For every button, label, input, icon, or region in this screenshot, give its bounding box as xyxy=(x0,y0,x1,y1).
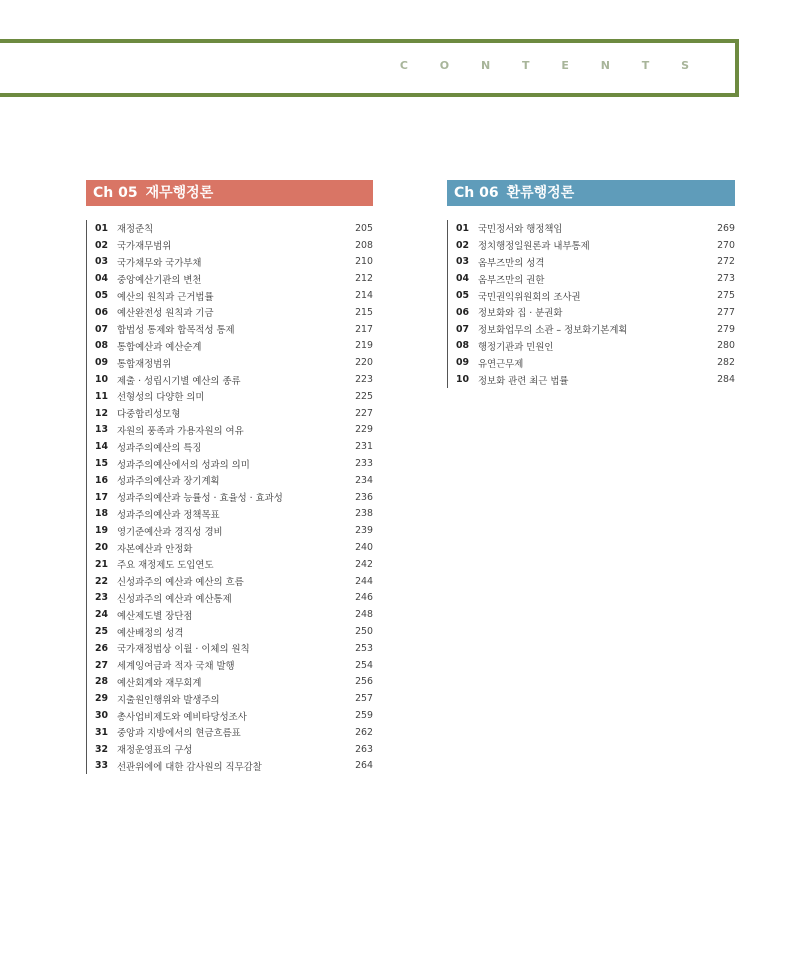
toc-item[interactable] xyxy=(87,338,373,355)
toc-item[interactable] xyxy=(87,254,373,271)
chapter-number: Ch 05 xyxy=(93,185,138,201)
toc-item-num: 07 xyxy=(95,323,109,335)
toc-item-page: 264 xyxy=(355,760,373,772)
toc-item[interactable] xyxy=(87,270,373,287)
toc-list xyxy=(86,220,373,774)
toc-item[interactable] xyxy=(448,304,735,321)
toc-item-title: 성과주의예산과 정책목표 xyxy=(117,509,220,521)
toc-item-page: 217 xyxy=(355,323,373,335)
toc-item[interactable] xyxy=(87,539,373,556)
toc-item-page: 212 xyxy=(355,273,373,285)
toc-item-title: 예산완전성 원칙과 기금 xyxy=(117,308,214,320)
toc-item-page: 246 xyxy=(355,592,373,604)
chapter-title: 환류행정론 xyxy=(506,185,575,201)
toc-item-page: 214 xyxy=(355,290,373,302)
toc-item-num: 06 xyxy=(456,306,470,318)
chapter-section-06 xyxy=(447,180,735,388)
toc-item-num: 27 xyxy=(95,659,109,671)
toc-item-title: 자원의 풍족과 가용자원의 여유 xyxy=(117,425,244,437)
toc-item[interactable] xyxy=(448,270,735,287)
chapter-section-05 xyxy=(86,180,373,774)
toc-item-title: 지출원인행위와 발생주의 xyxy=(117,694,220,706)
toc-item-num: 02 xyxy=(95,239,109,251)
toc-item[interactable] xyxy=(87,590,373,607)
toc-item-title: 총사업비제도와 예비타당성조사 xyxy=(117,711,247,723)
toc-list xyxy=(447,220,735,388)
toc-item-title: 신성과주의 예산과 예산통제 xyxy=(117,593,232,605)
toc-item-num: 32 xyxy=(95,743,109,755)
toc-item-page: 272 xyxy=(717,256,735,268)
toc-item[interactable] xyxy=(448,237,735,254)
toc-item[interactable] xyxy=(87,573,373,590)
toc-item-num: 05 xyxy=(95,290,109,302)
toc-item-page: 256 xyxy=(355,676,373,688)
toc-item-title: 제출 · 성립시기별 예산의 종류 xyxy=(117,375,241,387)
toc-item-page: 205 xyxy=(355,222,373,234)
toc-item-num: 10 xyxy=(95,374,109,386)
toc-item-num: 09 xyxy=(95,357,109,369)
toc-item-page: 280 xyxy=(717,340,735,352)
contents-header-box xyxy=(0,39,739,97)
toc-item[interactable] xyxy=(87,388,373,405)
toc-item-page: 244 xyxy=(355,575,373,587)
toc-item-page: 279 xyxy=(717,323,735,335)
toc-item-num: 18 xyxy=(95,508,109,520)
toc-item[interactable] xyxy=(87,640,373,657)
toc-item-num: 19 xyxy=(95,525,109,537)
toc-item-page: 227 xyxy=(355,407,373,419)
toc-item[interactable] xyxy=(87,741,373,758)
toc-item-num: 08 xyxy=(95,340,109,352)
toc-item[interactable] xyxy=(87,758,373,775)
toc-item-page: 239 xyxy=(355,525,373,537)
toc-item-title: 국가채무와 국가부채 xyxy=(117,257,202,269)
toc-item-title: 통합재정범위 xyxy=(117,358,172,370)
toc-item[interactable] xyxy=(448,354,735,371)
toc-item-page: 229 xyxy=(355,424,373,436)
toc-item-title: 정보화와 집 · 분권화 xyxy=(478,308,563,320)
toc-item-title: 옴부즈만의 성격 xyxy=(478,257,545,269)
toc-item-page: 263 xyxy=(355,743,373,755)
toc-item-page: 257 xyxy=(355,693,373,705)
toc-item-page: 273 xyxy=(717,273,735,285)
toc-item[interactable] xyxy=(87,455,373,472)
toc-item-title: 정보화 관련 최근 법률 xyxy=(478,375,569,387)
toc-item[interactable] xyxy=(87,489,373,506)
toc-item-page: 220 xyxy=(355,357,373,369)
toc-item-title: 재정운영표의 구성 xyxy=(117,745,193,757)
toc-item-title: 합법성 통제와 합목적성 통제 xyxy=(117,325,235,337)
toc-item-num: 01 xyxy=(95,222,109,234)
toc-item-page: 254 xyxy=(355,659,373,671)
toc-item-num: 31 xyxy=(95,726,109,738)
toc-item-page: 284 xyxy=(717,374,735,386)
toc-item[interactable] xyxy=(448,371,735,388)
toc-item[interactable] xyxy=(448,287,735,304)
toc-item[interactable] xyxy=(87,321,373,338)
toc-item-num: 09 xyxy=(456,357,470,369)
toc-item-page: 282 xyxy=(717,357,735,369)
chapter-number: Ch 06 xyxy=(454,185,499,201)
toc-item-num: 03 xyxy=(95,256,109,268)
toc-item-num: 23 xyxy=(95,592,109,604)
toc-item-num: 01 xyxy=(456,222,470,234)
toc-item-title: 국가재무범위 xyxy=(117,241,172,253)
toc-item-title: 유연근무제 xyxy=(478,358,524,370)
toc-item-page: 253 xyxy=(355,642,373,654)
toc-item[interactable] xyxy=(87,287,373,304)
toc-item-title: 영기준예산과 경직성 경비 xyxy=(117,526,223,538)
toc-item[interactable] xyxy=(87,724,373,741)
toc-item[interactable] xyxy=(87,657,373,674)
toc-item-num: 07 xyxy=(456,323,470,335)
toc-item-page: 277 xyxy=(717,306,735,318)
toc-item[interactable] xyxy=(87,304,373,321)
toc-item[interactable] xyxy=(87,237,373,254)
toc-item-num: 08 xyxy=(456,340,470,352)
toc-item-title: 성과주의예산에서의 성과의 의미 xyxy=(117,459,250,471)
toc-item[interactable] xyxy=(87,623,373,640)
toc-item[interactable] xyxy=(87,371,373,388)
toc-item-page: 236 xyxy=(355,491,373,503)
chapter-title: 재무행정론 xyxy=(145,185,214,201)
toc-item-page: 231 xyxy=(355,441,373,453)
toc-item-page: 223 xyxy=(355,374,373,386)
toc-item-num: 25 xyxy=(95,626,109,638)
toc-item-title: 재정준칙 xyxy=(117,224,154,236)
toc-item[interactable] xyxy=(87,707,373,724)
toc-item-title: 성과주의예산과 능률성 · 효율성 · 효과성 xyxy=(117,493,283,505)
toc-item-page: 259 xyxy=(355,710,373,721)
toc-item-title: 신성과주의 예산과 예산의 흐름 xyxy=(117,577,244,589)
toc-item[interactable] xyxy=(87,354,373,371)
toc-item-num: 10 xyxy=(456,374,470,386)
toc-item-num: 15 xyxy=(95,458,109,470)
toc-item-page: 215 xyxy=(355,306,373,318)
toc-item[interactable] xyxy=(87,422,373,439)
toc-item-title: 선관위에에 대한 감사원의 직무감찰 xyxy=(117,761,262,773)
toc-item-title: 예산제도별 장단점 xyxy=(117,610,193,622)
toc-item-page: 242 xyxy=(355,558,373,570)
toc-item-title: 선형성의 다양한 의미 xyxy=(117,392,205,404)
toc-item-title: 자본예산과 안정화 xyxy=(117,543,193,555)
toc-item-num: 26 xyxy=(95,642,109,654)
toc-item[interactable] xyxy=(87,438,373,455)
contents-label: C O N T E N T S xyxy=(399,59,703,72)
toc-item[interactable] xyxy=(87,405,373,422)
toc-item[interactable] xyxy=(448,254,735,271)
toc-item-num: 20 xyxy=(95,542,109,554)
toc-item-page: 238 xyxy=(355,508,373,520)
toc-item[interactable] xyxy=(87,522,373,539)
toc-item-num: 17 xyxy=(95,491,109,503)
toc-item-page: 233 xyxy=(355,458,373,470)
toc-item-num: 21 xyxy=(95,558,109,570)
toc-item-title: 주요 재정제도 도입연도 xyxy=(117,560,214,572)
toc-item[interactable] xyxy=(87,506,373,523)
toc-item-page: 248 xyxy=(355,609,373,621)
toc-item-page: 270 xyxy=(717,239,735,251)
toc-item-page: 240 xyxy=(355,542,373,554)
toc-item-num: 28 xyxy=(95,676,109,688)
toc-item-num: 13 xyxy=(95,424,109,436)
toc-item-title: 정치행정일원론과 내부통제 xyxy=(478,241,590,253)
toc-item-num: 29 xyxy=(95,693,109,705)
toc-item-num: 22 xyxy=(95,575,109,587)
toc-item-page: 262 xyxy=(355,726,373,738)
toc-item-num: 12 xyxy=(95,407,109,419)
toc-item[interactable] xyxy=(87,606,373,623)
toc-item-page: 208 xyxy=(355,239,373,251)
toc-item[interactable] xyxy=(87,674,373,691)
toc-item-num: 16 xyxy=(95,474,109,486)
toc-item-num: 04 xyxy=(456,273,470,285)
toc-item-page: 234 xyxy=(355,474,373,486)
toc-item-title: 국가재정법상 이월 · 이체의 원칙 xyxy=(117,644,250,656)
toc-item-num: 04 xyxy=(95,273,109,285)
toc-item[interactable] xyxy=(87,472,373,489)
toc-item[interactable] xyxy=(87,220,373,237)
toc-item-title: 정보화업무의 소관 – 정보화기본계획 xyxy=(478,325,628,337)
toc-item[interactable] xyxy=(448,321,735,338)
toc-item-page: 219 xyxy=(355,340,373,352)
toc-item-title: 옴부즈만의 권한 xyxy=(478,274,545,286)
toc-item[interactable] xyxy=(87,690,373,707)
toc-item-title: 국민정서와 행정책임 xyxy=(478,224,563,236)
toc-item-title: 중앙과 지방에서의 현금흐름표 xyxy=(117,728,241,740)
toc-item-title: 행정기관과 민원인 xyxy=(478,341,554,353)
toc-item-num: 33 xyxy=(95,760,109,772)
toc-item-page: 250 xyxy=(355,626,373,638)
toc-item-title: 예산회계와 재무회계 xyxy=(117,677,202,689)
toc-item-num: 02 xyxy=(456,239,470,251)
toc-item-num: 30 xyxy=(95,710,109,721)
toc-item-num: 11 xyxy=(95,390,109,402)
toc-item-num: 05 xyxy=(456,290,470,302)
toc-item-page: 269 xyxy=(717,222,735,234)
toc-item-title: 예산배정의 성격 xyxy=(117,627,184,639)
toc-item-title: 예산의 원칙과 근거법률 xyxy=(117,291,214,303)
toc-item-page: 275 xyxy=(717,290,735,302)
toc-item[interactable] xyxy=(448,220,735,237)
toc-item-title: 성과주의예산의 특징 xyxy=(117,442,202,454)
toc-item-title: 세계잉여금과 적자 국채 발행 xyxy=(117,661,235,673)
toc-item-page: 210 xyxy=(355,256,373,268)
toc-item[interactable] xyxy=(87,556,373,573)
toc-item-num: 14 xyxy=(95,441,109,453)
toc-item-page: 225 xyxy=(355,390,373,402)
toc-item-title: 중앙예산기관의 변천 xyxy=(117,274,202,286)
toc-item-num: 06 xyxy=(95,306,109,318)
toc-item-num: 24 xyxy=(95,609,109,621)
chapter-header xyxy=(447,180,735,206)
toc-item-title: 통합예산과 예산순계 xyxy=(117,341,202,353)
toc-item[interactable] xyxy=(448,338,735,355)
toc-item-title: 국민권익위원회의 조사권 xyxy=(478,291,581,303)
toc-item-title: 성과주의예산과 장기계획 xyxy=(117,476,220,488)
toc-item-title: 다중합리성모형 xyxy=(117,409,181,421)
chapter-header xyxy=(86,180,373,206)
toc-item-num: 03 xyxy=(456,256,470,268)
